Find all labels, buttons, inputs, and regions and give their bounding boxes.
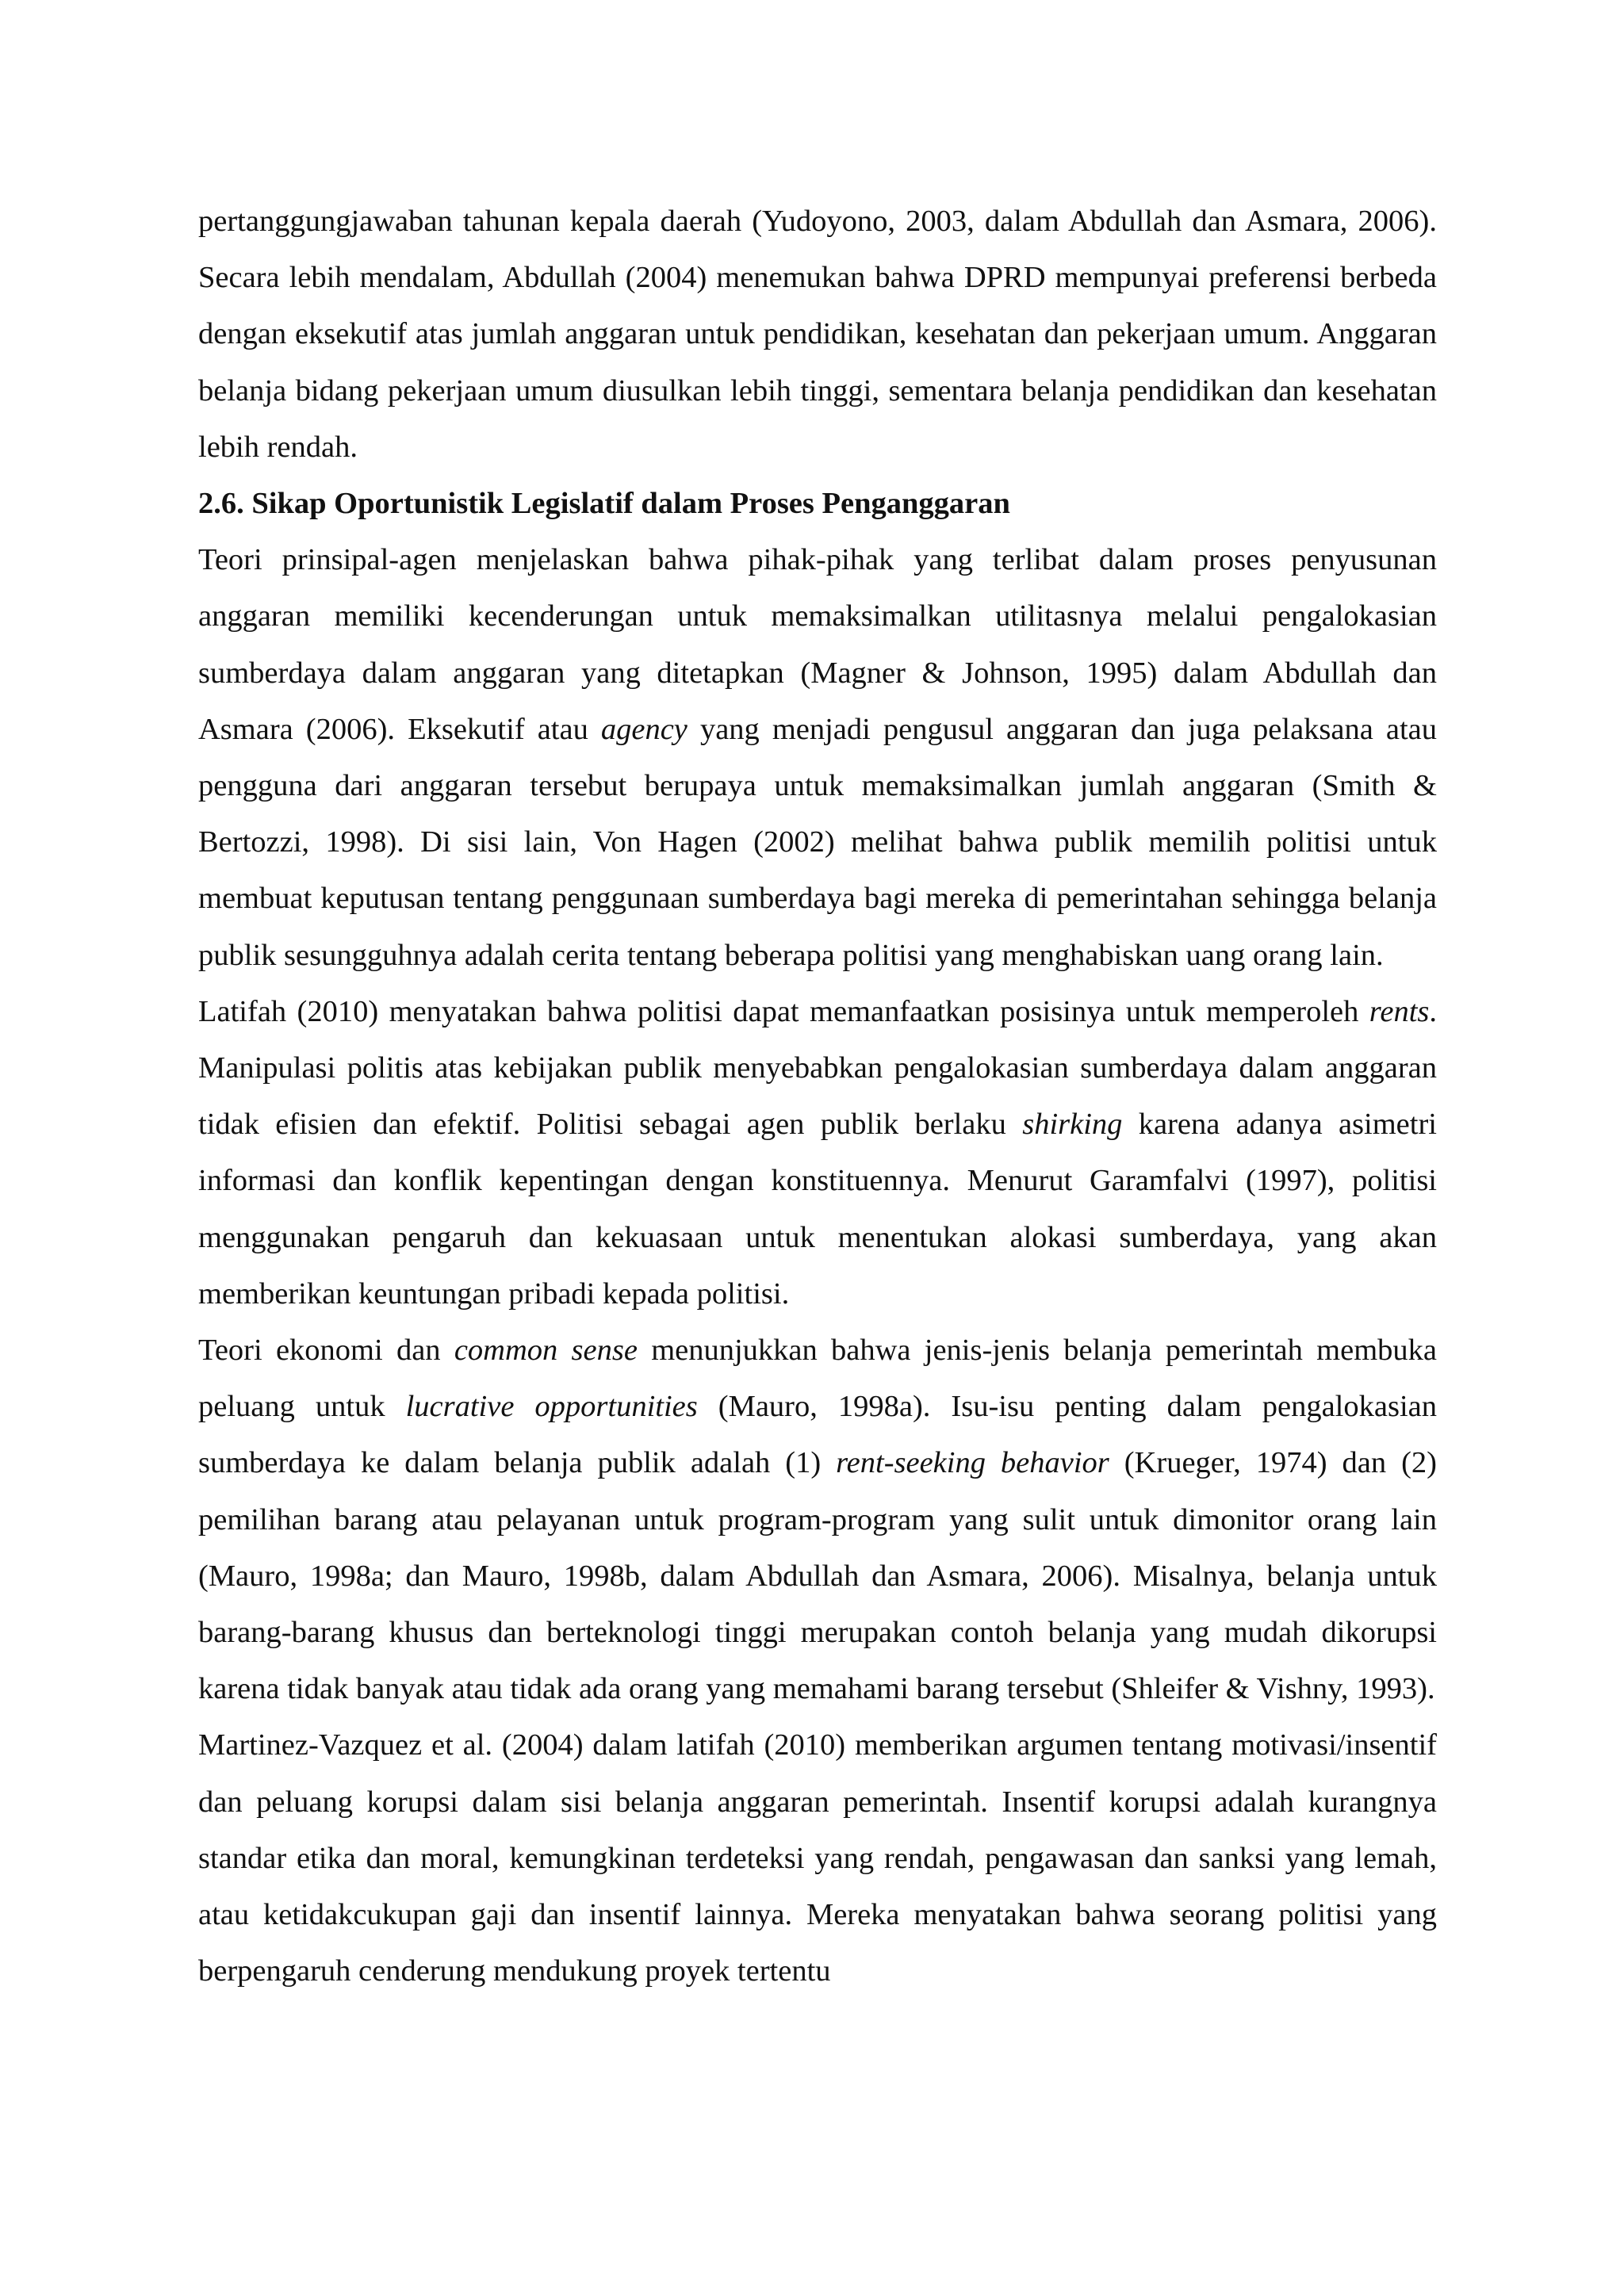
italic-term: shirking xyxy=(1022,1108,1123,1142)
paragraph-latifah xyxy=(198,984,1437,1322)
paragraph-text: Teori ekonomi dan xyxy=(198,1334,454,1368)
paragraph-text: menunjukkan bahwa jenis-jenis belanja pemerintah membuka peluang untuk xyxy=(198,1334,1437,1424)
italic-term: lucrative opportunities xyxy=(405,1390,698,1424)
paragraph-text: (Krueger, 1974) dan (2) pemilihan barang atau pelayanan untuk program-program yang sulit untuk dimonitor orang lain (Mauro, 1998a; dan Mauro, 1998b, dalam Abdullah dan Asmara, 2006). Misalnya, belanja untuk barang-barang khusus dan berteknologi tinggi merupakan contoh belanja yang mudah dikorupsi karena tidak banyak atau tidak ada orang yang memahami barang tersebut (Shleifer & Vishny, 1993). xyxy=(198,1446,1437,1706)
paragraph-principal-agent xyxy=(198,532,1437,984)
intro-paragraph: pertanggungjawaban tahunan kepala daerah (Yudoyono, 2003, dalam Abdullah dan Asmara, 2006). Secara lebih mendalam, Abdullah (2004) menemukan bahwa DPRD mempunyai preferensi berbeda dengan eksekutif atas jumlah anggaran untuk pendidikan, kesehatan dan pekerjaan umum. Anggaran belanja bidang pekerjaan umum diusulkan lebih tinggi, sementara belanja pendidikan dan kesehatan lebih rendah. xyxy=(198,205,1437,464)
paragraph-text: yang menjadi pengusul anggaran dan juga pelaksana atau pengguna dari anggaran tersebut berupaya untuk memaksimalkan jumlah anggaran (Smith & Bertozzi, 1998). Di sisi lain, Von Hagen (2002) melihat bahwa publik memilih politisi untuk membuat keputusan tentang penggunaan sumberdaya bagi mereka di pemerintahan sehingga belanja publik sesungguhnya adalah cerita tentang beberapa politisi yang menghabiskan uang orang lain. xyxy=(198,712,1438,972)
italic-term: common sense xyxy=(454,1334,638,1368)
paragraph-text: Latifah (2010) menyatakan bahwa politisi dapat memanfaatkan posisinya untuk memperoleh xyxy=(198,994,1369,1028)
italic-term: rent-seeking behavior xyxy=(836,1446,1109,1480)
italic-term: rents xyxy=(1369,994,1430,1028)
paragraph-economic-theory xyxy=(198,1322,1437,1717)
paragraph-text: karena adanya asimetri informasi dan konflik kepentingan dengan konstituennya. Menurut Garamfalvi (1997), politisi menggunakan pengaruh dan kekuasaan untuk menentukan alokasi sumberdaya, yang akan memberikan keuntungan pribadi kepada politisi. xyxy=(198,1108,1437,1311)
paragraph-martinez-vazquez: Martinez-Vazquez et al. (2004) dalam latifah (2010) memberikan argumen tentang motivasi/insentif dan peluang korupsi dalam sisi belanja anggaran pemerintah. Insentif korupsi adalah kurangnya standar etika dan moral, kemungkinan terdeteksi yang rendah, pengawasan dan sanksi yang lemah, atau ketidakcukupan gaji dan insentif lainnya. Mereka menyatakan bahwa seorang politisi yang berpengaruh cenderung mendukung proyek tertentu xyxy=(198,1728,1437,1988)
paragraph-text: (Mauro, 1998a). Isu-isu penting dalam pengalokasian sumberdaya ke dalam belanja publik adalah (1) xyxy=(198,1390,1437,1480)
document-page xyxy=(198,193,1437,2000)
paragraph-text: . Manipulasi politis atas kebijakan publik menyebabkan pengalokasian sumberdaya dalam anggaran tidak efisien dan efektif. Politisi sebagai agen publik berlaku xyxy=(198,994,1437,1142)
italic-term: agency xyxy=(600,712,688,746)
paragraph-text: Teori prinsipal-agen menjelaskan bahwa pihak-pihak yang terlibat dalam proses penyusunan anggaran memiliki kecenderungan untuk memaksimalkan utilitasnya melalui pengalokasian sumberdaya dalam anggaran yang ditetapkan (Magner & Johnson, 1995) dalam Abdullah dan Asmara (2006). Eksekutif atau xyxy=(198,543,1437,746)
section-heading: 2.6. Sikap Oportunistik Legislatif dalam Proses Penganggaran xyxy=(198,487,1010,521)
